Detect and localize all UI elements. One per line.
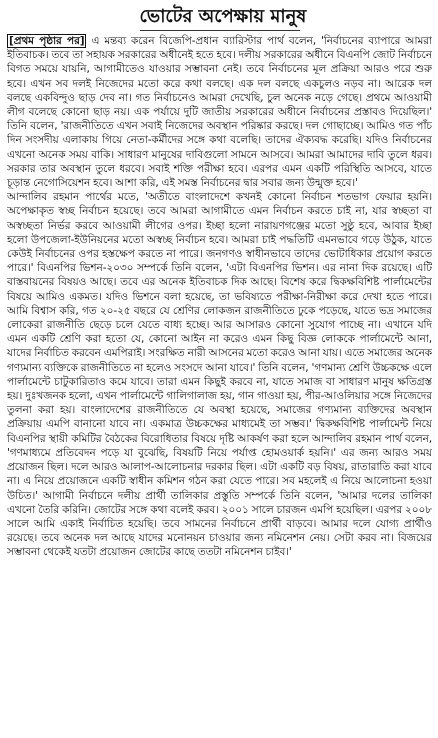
article-paragraph bbox=[7, 34, 432, 190]
article-paragraph bbox=[7, 190, 432, 559]
front-page-reference: [প্রথম পৃষ্ঠার পর] bbox=[9, 35, 85, 47]
paragraph-text: এ মন্তব্য করেন বিজেপি-প্রধান ব্যারিস্টার পার্থ বলেন, 'নির্বাচনের ব্যাপারে আমরা ইতিবাচক। তবে তা সহায়ক সরকারের অধীনেই হতে হবে। দলীয় সরকারের অধীনে বিএনপি জোট নির্বাচনে বিগত সময়ে যায়নি, আগামীতেও যাওয়ার সম্ভাবনা নেই। তবে নির্বাচনের মূল প্রক্রিয়া আরও পরে শুরু হবে। এখন সব দলই নিজেদের মতো করে কথা বলছে। এক দল বলছে একচুলও নড়ব না। আরেক দল বলছে একবিন্দুও ছাড় দেব না। গত নির্বাচনেও আমরা দেখেছি, চুল অনেক নড়ে গেছে। প্রথমে আওয়ামী লীগ বলেছে কোনো ছাড় নয়। এক পর্যায়ে দুটি জাতীয় সরকারের অধীনে নির্বাচনের প্রস্তাবও দিয়েছিল।' তিনি বলেন, 'রাজনীতিতে এখন সবাই নিজেদের অবস্থান পরিষ্কার করছে। দল গোছাচ্ছে। আমিও গত পাঁচ দিন সংসদীয় এলাকায় গিয়ে নেতা-কর্মীদের সঙ্গে কথা বলেছি। তাদের ঐক্যবদ্ধ করেছি। যদিও নির্বাচনের এখনো অনেক সময় বাকি। সাধারণ মানুষের দাবিগুলো সামনে আসবে। আমরা আমাদের দাবি তুলে ধরব। সরকার তার অবস্থান তুলে ধরবে। সবাই শক্তি পরীক্ষা হবে। এরপর এমন একটি পরিস্থিতি আসবে, যাতে চূড়ান্ত নেগোসিয়েশন হবে। আশা করি, এই সমস্ত নির্বাচনের দ্বার সবার জন্য উন্মুক্ত হবে।' bbox=[7, 35, 432, 190]
article-headline: ভোটের অপেক্ষায় মানুষ bbox=[139, 6, 307, 27]
headline-box bbox=[139, 4, 307, 31]
article-body bbox=[7, 34, 432, 734]
paragraph-text: আন্দালিব রহমান পার্থের মতে, 'অতীতে বাংলাদেশে কখনই কোনো নির্বাচন শতভাগ ফেয়ার হয়নি। অপেক্ষাকৃত স্বচ্ছ নির্বাচন হয়েছে। তবে আমরা আগামীতে এমন নির্বাচন করতে চাই না, যার স্বচ্ছতা বা অস্বচ্ছতা নির্ভর করবে আওয়ামী লীগের ওপর। ইচ্ছা হলো নারায়ণগঞ্জের মতো সুষ্ঠু হবে, আবার ইচ্ছা হলো উপজেলা-ইউনিয়নের মতো অস্বচ্ছ নির্বাচন হবে। আমরা চাই পদ্ধতিটি এমনভাবে গড়ে উঠুক, যাতে কেউই নির্বাচনের ওপর হস্তক্ষেপ করতে না পারে। জনগণও স্বাধীনভাবে তাদের ভোটাধিকার প্রয়োগ করতে পারে।' বিএনপির ভিশন-২০৩০ সম্পর্কে তিনি বলেন, 'এটা বিএনপির ভিশন। এর নানা দিক রয়েছে। এটি বাস্তবায়নের বিষয়ও আছে। তবে এর অনেক ইতিবাচক দিক আছে। বিশেষ করে দ্বিকক্ষবিশিষ্ট পার্লামেন্টের বিষয়ে আমিও একমত। যদিও ভিশনে বলা হয়েছে, তা ভবিষ্যতে পরীক্ষা-নিরীক্ষা করে দেখা হতে পারে। আমি বিশ্বাস করি, গত ২০-২৫ বছরে যে শ্রেণির লোকজন রাজনীতিতে ঢুকে পড়েছে, যাতে ভদ্র সমাজের লোকেরা রাজনীতি ছেড়ে চলে যেতে বাধ্য হচ্ছে। আর আসারও কোনো সুযোগ পাচ্ছে না। এখানে যদি এমন একটি শ্রেণি করা হতো যে, কোনো আইন না করেও এমন কিছু বিজ্ঞ লোককে পার্লামেন্টে আনা, যাদের নির্বাচিত করবেন এমপিরাই। সংরক্ষিত নারী আসনের মতো করেও আনা যায়। এতে সমাজের অনেক গণ্যমান্য ব্যক্তিকে রাজনীতিতে না হলেও সংসদে আনা যাবে।' তিনি বলেন, 'গণমান্য শ্রেণি উচ্চকক্ষে এলে পার্লামেন্টে চাটুকারিতাও কমে যাবে। তারা এমন কিছুই করবে না, যাতে সমাজ বা সাধারণ মানুষ ক্ষতিগ্রস্ত হয়। দুঃখজনক হলো, এখন পার্লামেন্টে গালিগালাজ হয়, গান গাওয়া হয়, পীর-আওলিয়ার সঙ্গে নিজেদের তুলনা করা হয়। বাংলাদেশের রাজনীতিতে যে অবস্থা হয়েছে, সমাজের গণ্যমান্য ব্যক্তিদের অবস্থান প্রক্রিয়ায় এমপি বানানো যাবে না। একমাত্র উচ্চকক্ষের মাধ্যমেই তা সম্ভব।' দ্বিকক্ষবিশিষ্ট পার্লামেন্ট নিয়ে বিএনপির স্থায়ী কমিটির বৈঠকের বিরোধিতার বিষয়ে দৃষ্টি আকর্ষণ করা হলে আন্দালিব রহমান পার্থ বলেন, 'গণমাধ্যমে প্রতিবেদন পড়ে যা বুঝেছি, বিষয়টি নিয়ে পর্যাপ্ত হোমওয়ার্ক হয়নি।' এর জন্য আরও সময় প্রয়োজন ছিল। দলে আরও আলাপ-আলোচনার দরকার ছিল। এটা একটি বড় বিষয়, রাতারাতি করা যাবে না। এ নিয়ে প্রয়োজনে একটি স্বাধীন কমিশন গঠন করা যেতে পারে। সব মহলেই এ নিয়ে আলোচনা হওয়া উচিত।' আগামী নির্বাচনে দলীয় প্রার্থী তালিকার প্রস্তুতি সম্পর্কে তিনি বলেন, 'আমার দলের তালিকা এখনো তৈরি করিনি। জোটের সঙ্গে কথা বলেই করব। ২০০১ সালে চারজন এমপি হয়েছিল। এরপর ২০০৮ সালে আমি একাই নির্বাচিত হয়েছি। তবে সামনের নির্বাচনে প্রার্থী বাড়বে। আমার দলে যোগ্য প্রার্থীও রয়েছে। তবে অনেক দল আছে যাদের মনোনয়ন চাওয়ার জন্য নমিনেশন নেয়। সেটা করব না। বিজয়ের সম্ভাবনা থেকেই যতটা প্রয়োজন জোটের কাছে ততটা নমিনেশন চাইব।' bbox=[7, 191, 432, 559]
